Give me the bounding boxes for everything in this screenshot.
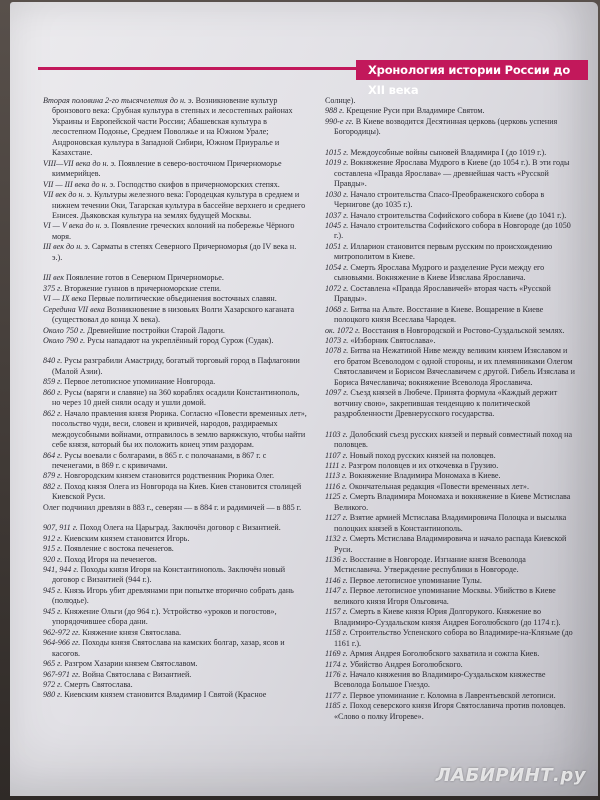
entry-text: Поход Олега на Царьград. Заключён договор с Византией. <box>77 523 281 533</box>
entry-text: Восстания в Новгородской и Ростово-Суздальской землях. <box>360 325 565 335</box>
entry-text: Начало строительства Софийского собора в Новгороде (до 1050 г.). <box>334 220 571 241</box>
entry-date: 860 г. <box>43 387 63 397</box>
book-page <box>10 2 598 796</box>
entry-text: Походы князя Игоря на Константинополь. Заключён новый договор с Византией (944 г.). <box>52 565 286 585</box>
chronology-entry <box>325 336 575 346</box>
entry-date: 1107 г. <box>325 450 348 460</box>
entry-text: Битва на Альте. Восстание в Киеве. Вощарение в Киеве полоцкого князя Всеслава Чародея. <box>334 304 544 325</box>
chronology-column-right <box>325 96 575 722</box>
entry-date: 990-е гг. <box>325 116 354 126</box>
entry-text: Появление греческих колоний на побережье Чёрного моря. <box>52 221 295 241</box>
entry-date: III век до н. э. <box>43 242 90 252</box>
chronology-entry <box>43 409 307 451</box>
chronology-entry <box>43 586 307 607</box>
entry-date: 972 г. <box>43 680 63 690</box>
entry-date: 1116 г. <box>325 481 348 491</box>
entry-date: 1015 г. <box>325 147 349 157</box>
chronology-entry <box>325 148 575 158</box>
chronology-entry <box>325 242 575 263</box>
entry-date: 967-971 гг. <box>43 669 81 679</box>
entry-text: Походы князя Святослава на камских болгар, хазар, ясов и касогов. <box>52 638 285 658</box>
entry-text: Взятие армией Мстислава Владимировича Полоцка и высылка полоцких князей в Константинополь. <box>334 513 567 533</box>
entry-date: 965 г. <box>43 659 63 669</box>
entry-text: Солнце). <box>325 96 356 105</box>
entry-date: 945 г. <box>43 606 63 616</box>
chronology-entry <box>325 660 575 670</box>
entry-date: 988 г. <box>325 106 345 116</box>
entry-date: 1103 г. <box>325 429 348 439</box>
entry-text: Олег подчинил древлян в 883 г., северян — в 884 г. и радимичей — в 885 г. <box>43 502 302 512</box>
entry-text: Разгром половцев и их откочевка в Грузию. <box>346 460 499 470</box>
entry-text: Начало строительства Спасо-Преображенского собора в Чернигове (до 1035 г.). <box>334 189 545 210</box>
chronology-entry <box>325 555 575 576</box>
chronology-entry <box>43 242 307 263</box>
chronology-entry <box>43 159 307 180</box>
chronology-entry <box>325 346 575 388</box>
entry-text: Появление с востока печенегов. <box>62 544 174 554</box>
chronology-entry <box>325 190 575 211</box>
entry-date: 840 г. <box>43 356 63 366</box>
entry-date: III век <box>43 273 65 283</box>
entry-text: Новгородским князем становится родственник Рюрика Олег. <box>62 471 275 481</box>
entry-date: 964-966 гг. <box>43 638 81 648</box>
entry-date: 1037 г. <box>325 210 349 220</box>
entry-text: Смерть Ярослава Мудрого и разделение Руси между его сыновьями. Вокняжение в Киеве Изяслава Ярославича. <box>334 262 545 283</box>
entry-date: 1158 г. <box>325 628 348 638</box>
entry-date: Вторая половина 2-го тысячелетия до н. э. <box>43 96 194 105</box>
entry-date: 864 г. <box>43 450 63 460</box>
entry-text: Восстание в Новгороде. Изгнание князя Всеволода Мстиславича. Утверждение республики в Новгороде. <box>334 555 526 575</box>
section-gap <box>43 513 307 523</box>
page-header <box>356 60 588 97</box>
entry-date: 1157 г. <box>325 607 348 617</box>
entry-date: 1111 г. <box>325 460 347 470</box>
chronology-entry <box>43 356 307 377</box>
entry-text: Первое летописное упоминание Москвы. Убийство в Киеве великого князя Игоря Ольговича. <box>334 586 556 606</box>
chronology-entry <box>325 471 575 481</box>
chronology-entry <box>325 158 575 189</box>
entry-date: 912 г. <box>43 533 63 543</box>
chronology-entry <box>325 586 575 607</box>
entry-text: Возникновение в низовьях Волги Хазарского каганата (существовал до конца X века). <box>52 304 295 325</box>
chronology-entry <box>43 659 307 669</box>
section-gap <box>43 346 307 356</box>
entry-text: Возникновение культур бронзового века: Срубная культура в степных и лесостепных районах Украины и Европейской части России; Абашевская культура в лесостепном Подонье, Среднем Поволжье и на Южном Урале; Андроновская культура в Западной Сибири, Южном Приуралье и Казахстане. <box>52 96 293 158</box>
entry-date: 1113 г. <box>325 471 348 481</box>
entry-date: VIII—VII века до н. э. <box>43 158 117 168</box>
entry-text: Окончательная редакция «Повести временных лет». <box>347 481 530 491</box>
section-gap <box>325 138 575 148</box>
entry-text: Первое упоминание г. Коломна в Лаврентьевской летописи. <box>347 690 556 700</box>
entry-text: Поход северского князя Игоря Святославича против половцев. «Слово о полку Игореве». <box>334 701 566 721</box>
chronology-entry <box>325 576 575 586</box>
entry-date: 879 г. <box>43 471 63 481</box>
chronology-entry <box>43 336 307 346</box>
entry-text: Первое летописное упоминание Тулы. <box>347 575 482 585</box>
chronology-column-left <box>43 96 307 701</box>
entry-text: Поход Игоря на печенегов. <box>62 554 157 564</box>
entry-date: 915 г. <box>43 544 63 554</box>
chronology-entry <box>325 492 575 513</box>
chronology-entry <box>325 670 575 691</box>
entry-text: Война Святослава с Византией. <box>80 669 192 679</box>
chronology-entry <box>43 638 307 659</box>
entry-date: 1125 г. <box>325 492 348 502</box>
entry-date: 1051 г. <box>325 241 349 251</box>
entry-text: Разгром Хазарии князем Святославом. <box>62 659 198 669</box>
entry-text: Илларион становится первым русским по происхождению митрополитом в Киеве. <box>334 241 553 262</box>
entry-text: Начало княжения во Владимиро-Суздальском княжестве Всеволода Большое Гнездо. <box>334 670 546 690</box>
chronology-entry <box>325 221 575 242</box>
entry-date: 859 г. <box>43 377 63 387</box>
chronology-entry <box>325 117 575 138</box>
chronology-entry <box>43 294 307 304</box>
chronology-entry <box>43 482 307 503</box>
chronology-entry <box>43 305 307 326</box>
entry-date: 862 г. <box>43 408 63 418</box>
entry-text: Смерть Владимира Мономаха и вокняжение в Киеве Мстислава Великого. <box>334 492 571 512</box>
chronology-entry <box>325 482 575 492</box>
entry-text: Русы (варяги и славяне) на 360 кораблях осадили Константинополь, но через 10 дней сняли осаду и ушли домой. <box>52 387 300 408</box>
entry-text: Начало правления князя Рюрика. Согласно «Повести временных лет», посольство чуди, веси, словен и кривичей, народов, раздираемых междоусобными войнами, отправилось в землю варяжскую, чтобы найти себе князя, который бы их положить конец этим раздорам. <box>52 408 307 450</box>
entry-text: Убийство Андрея Боголюбского. <box>347 659 463 669</box>
chronology-entry <box>43 273 307 283</box>
entry-text: Первое летописное упоминание Новгорода. <box>62 377 216 387</box>
entry-text: Русы разграбили Амастриду, богатый торговый город в Пафлагонии (Малой Азии). <box>52 356 300 376</box>
entry-date: 1174 г. <box>325 659 348 669</box>
entry-date: 1147 г. <box>325 586 348 596</box>
chronology-entry <box>43 523 307 533</box>
entry-text: Древнейшие постройки Старой Ладоги. <box>85 325 225 335</box>
entry-date: 1045 г. <box>325 220 349 230</box>
entry-date: 1136 г. <box>325 555 348 565</box>
header-rule <box>38 67 356 70</box>
entry-text: Культуры железного века: Городецкая культура в среднем и нижнем течении Оки, Тагарская культура в бассейне верхнего и среднего Енисея. Дьяковская культура на землях будущей Москвы. <box>52 190 306 220</box>
chronology-entry <box>43 180 307 190</box>
chronology-entry <box>43 96 307 159</box>
entry-date: 1097 г. <box>325 388 349 398</box>
entry-text: Господство скифов в причерноморских степях. <box>115 179 280 189</box>
chronology-entry <box>325 284 575 305</box>
chronology-entry <box>43 690 307 700</box>
entry-text: Съезд князей в Любече. Принята формула «Каждый держит вотчину свою», закрепившая тенденцию к политической раздробленности Древнерусского государства. <box>334 388 558 419</box>
chronology-entry <box>325 211 575 221</box>
chronology-entry <box>43 607 307 628</box>
entry-date: VI — V века до н. э. <box>43 221 110 231</box>
chronology-entry <box>325 305 575 326</box>
chronology-entry <box>325 451 575 461</box>
watermark-logo: ЛАБИРИНТ.ру <box>435 765 586 786</box>
entry-text: Поход князя Олега из Новгорода на Киев. Киев становится столицей Киевской Руси. <box>52 481 302 502</box>
chronology-entry <box>43 388 307 409</box>
chronology-entry <box>325 430 575 451</box>
entry-text: Составлена «Правда Ярославичей» вторая часть «Русской Правды». <box>334 283 551 304</box>
entry-date: 945 г. <box>43 585 63 595</box>
entry-date: 980 г. <box>43 690 63 700</box>
entry-text: Княжение Ольги (до 964 г.). Устройство «уроков и погостов», упорядочившее сбора дани. <box>52 606 277 627</box>
entry-date: 962-972 гг. <box>43 627 81 637</box>
entry-date: 941, 944 г. <box>43 565 79 575</box>
entry-text: «Изборник Святослава». <box>348 335 436 345</box>
chronology-entry <box>43 670 307 680</box>
entry-date: 1177 г. <box>325 690 348 700</box>
entry-text: В Киеве возводится Десятинная церковь (церковь успения Богородицы). <box>334 116 558 137</box>
chronology-entry <box>325 326 575 336</box>
entry-text: Вторжение гуннов в причерноморские степи. <box>62 283 222 293</box>
chronology-entry <box>43 190 307 221</box>
chronology-entry <box>325 691 575 701</box>
entry-date: 1072 г. <box>325 283 349 293</box>
chronology-entry <box>325 388 575 419</box>
chronology-entry <box>43 565 307 586</box>
entry-text: Киевским князем становится Владимир I Святой (Красное <box>62 690 267 700</box>
entry-text: Смерть Святослава. <box>62 680 133 690</box>
chronology-entry <box>325 106 575 116</box>
chronology-entry <box>325 263 575 284</box>
entry-text: Вокняжение Владимира Мономаха в Киеве. <box>347 471 501 481</box>
chronology-entry <box>43 544 307 554</box>
entry-date: 882 г. <box>43 481 63 491</box>
entry-text: Сарматы в степях Северного Причерноморья (до IV века н. э.). <box>52 242 297 262</box>
chronology-entry <box>43 377 307 387</box>
entry-text: Первые политические объединения восточных славян. <box>86 294 277 304</box>
entry-text: Вокняжение Ярослава Мудрого в Киеве (до 1054 г.). В эти годы составлена «Правда Ярослава» — древнейшая часть «Русской Правды». <box>334 158 570 189</box>
section-gap <box>43 263 307 273</box>
entry-date: 1146 г. <box>325 575 348 585</box>
entry-text: Князь Игорь убит древлянами при попытке вторично собрать дань (полюдье). <box>52 585 294 606</box>
entry-date: 375 г. <box>43 283 63 293</box>
entry-date: VII век до н. э. <box>43 190 93 200</box>
chronology-entry <box>325 534 575 555</box>
entry-text: Армия Андрея Боголюбского захватила и сожгла Киев. <box>347 649 540 659</box>
entry-date: 1030 г. <box>325 189 349 199</box>
entry-text: Смерть Мстислава Владимировича и начало распада Киевской Руси. <box>334 534 567 554</box>
entry-text: Киевским князем становится Игорь. <box>62 533 190 543</box>
entry-text: Смерть в Киеве князя Юрия Долгорукого. Княжение во Владимиро-Суздальском князя Андрея Боголюбского (до 1174 г.). <box>334 607 561 627</box>
entry-date: 1019 г. <box>325 158 349 168</box>
entry-text: Появление в северо-восточном Причерноморье киммерийцев. <box>52 158 282 179</box>
entry-date: Середина VII века <box>43 304 105 314</box>
chronology-entry <box>43 471 307 481</box>
entry-date: 1185 г. <box>325 701 348 711</box>
chronology-entry <box>325 628 575 649</box>
entry-text: Междоусобные войны сыновей Владимира I (до 1019 г.). <box>348 147 547 157</box>
chronology-entry <box>43 503 307 513</box>
entry-date: ок. 1072 г. <box>325 325 361 335</box>
entry-date: VI — IX века <box>43 294 87 304</box>
chronology-entry <box>43 326 307 336</box>
chronology-entry <box>43 284 307 294</box>
chronology-entry <box>325 513 575 534</box>
entry-date: 1054 г. <box>325 262 349 272</box>
chronology-entry <box>43 680 307 690</box>
chronology-entry <box>325 649 575 659</box>
chronology-entry <box>325 461 575 471</box>
chronology-entry <box>43 534 307 544</box>
entry-text: Крещение Руси при Владимире Святом. <box>344 106 485 116</box>
entry-date: 1073 г. <box>325 335 349 345</box>
section-gap <box>325 420 575 430</box>
entry-date: Около 790 г. <box>43 335 86 345</box>
entry-text: Долобский съезд русских князей и первый совместный поход на половцев. <box>334 429 573 450</box>
entry-text: Княжение князя Святослава. <box>80 627 182 637</box>
page-title: Хронология истории России до XII века <box>368 63 571 97</box>
entry-date: 1068 г. <box>325 304 349 314</box>
chronology-entry <box>43 628 307 638</box>
entry-text: Появление готов в Северном Причерноморье. <box>64 273 224 283</box>
entry-date: VII — III века до н. э. <box>43 179 116 189</box>
chronology-entry <box>325 701 575 722</box>
entry-date: 1169 г. <box>325 649 348 659</box>
chronology-entry <box>43 451 307 472</box>
chronology-entry <box>43 221 307 242</box>
entry-text: Строительство Успенского собора во Владимире-на-Клязьме (до 1161 г.). <box>334 628 573 648</box>
entry-date: 1176 г. <box>325 670 348 680</box>
chronology-entry <box>325 96 575 106</box>
entry-date: 907, 911 г. <box>43 523 78 533</box>
chronology-entry <box>325 607 575 628</box>
entry-date: 1132 г. <box>325 534 348 544</box>
chronology-entry <box>43 555 307 565</box>
entry-date: 1127 г. <box>325 513 348 523</box>
entry-text: Русы воевали с болгарами, в 865 г. с полочанами, в 867 г. с печенегами, в 869 г. с кривичами. <box>52 450 267 470</box>
entry-text: Битва на Нежатиной Ниве между великим князем Изяславом и его братом Всеволодом с одной стороны, и их племянниками Олегом Святославичем и Борисом Вячеславичем с другой. Гибель Изяслава и Бориса Вячеславича; вокняжение Всеволода Ярославича. <box>334 346 575 387</box>
entry-date: 920 г. <box>43 554 63 564</box>
entry-text: Русы нападают на укреплённый город Сурож (Судак). <box>85 335 274 345</box>
entry-text: Начало строительства Софийского собора в Киеве (до 1041 г.). <box>348 210 567 220</box>
entry-date: Около 750 г. <box>43 325 86 335</box>
entry-date: 1078 г. <box>325 346 349 356</box>
entry-text: Новый поход русских князей на половцев. <box>347 450 496 460</box>
